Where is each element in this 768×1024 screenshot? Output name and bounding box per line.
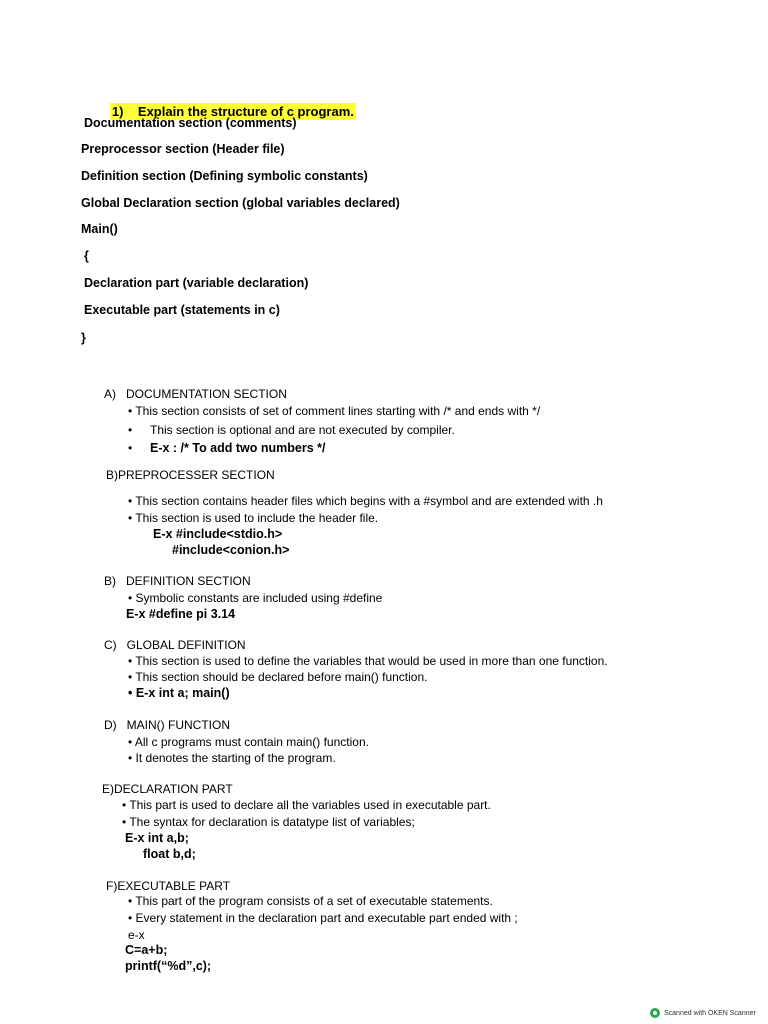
section-line: • Symbolic constants are included using #define (128, 591, 383, 605)
scanner-watermark (650, 1008, 756, 1018)
section-line: • E-x int a; main() (128, 686, 230, 700)
section-line: e-x (128, 928, 145, 942)
structure-item: Declaration part (variable declaration) (84, 276, 309, 290)
section-line: • Every statement in the declaration part and executable part ended with ; (128, 911, 518, 925)
bullet-icon: • (128, 423, 133, 437)
section-heading: B)PREPROCESSER SECTION (106, 468, 275, 482)
structure-item: Main() (81, 222, 118, 236)
structure-item: Documentation section (comments) (84, 116, 297, 130)
structure-item: Definition section (Defining symbolic constants) (81, 169, 368, 183)
section-line: • The syntax for declaration is datatype list of variables; (122, 815, 415, 829)
section-line: printf(“%d”,c); (125, 959, 212, 973)
structure-item: Global Declaration section (global variables declared) (81, 196, 400, 210)
section-line: • This part of the program consists of a set of executable statements. (128, 894, 493, 908)
section-line: • This part is used to declare all the variables used in executable part. (122, 798, 491, 812)
section-line: • This section should be declared before main() function. (128, 670, 428, 684)
section-heading: B) DEFINITION SECTION (104, 574, 251, 588)
question-number: 1) (111, 104, 124, 119)
section-line: float b,d; (143, 847, 196, 861)
section-heading: E)DECLARATION PART (102, 782, 233, 796)
section-line: • This section is used to include the header file. (128, 511, 379, 525)
section-line: • All c programs must contain main() function. (128, 735, 369, 749)
structure-item: { (84, 249, 89, 263)
structure-item: Preprocessor section (Header file) (81, 142, 285, 156)
section-line: E-x int a,b; (125, 831, 189, 845)
section-line: • This section consists of set of comment lines starting with /* and ends with */ (128, 404, 541, 418)
watermark-text: Scanned with OKEN Scanner (664, 1009, 756, 1017)
section-line: • This section contains header files which begins with a #symbol and are extended with .h (128, 494, 603, 508)
section-line: E-x #define pi 3.14 (126, 607, 236, 621)
section-heading: D) MAIN() FUNCTION (104, 718, 230, 732)
section-line: E-x #include<stdio.h> (153, 527, 283, 541)
section-heading: F)EXECUTABLE PART (106, 879, 231, 893)
section-line: C=a+b; (125, 943, 168, 957)
question-text: Explain the structure of c program. (137, 104, 354, 119)
section-heading: A) DOCUMENTATION SECTION (104, 387, 287, 401)
structure-item: } (81, 331, 86, 345)
section-line: #include<conion.h> (172, 543, 290, 557)
section-line: E-x : /* To add two numbers */ (150, 441, 326, 455)
bullet-icon: • (128, 441, 133, 455)
oken-scanner-logo-icon (650, 1008, 660, 1018)
section-line: • This section is used to define the variables that would be used in more than one function. (128, 654, 608, 668)
section-line: This section is optional and are not executed by compiler. (150, 423, 455, 437)
section-heading: C) GLOBAL DEFINITION (104, 638, 246, 652)
section-line: • It denotes the starting of the program. (128, 751, 336, 765)
structure-item: Executable part (statements in c) (84, 303, 280, 317)
